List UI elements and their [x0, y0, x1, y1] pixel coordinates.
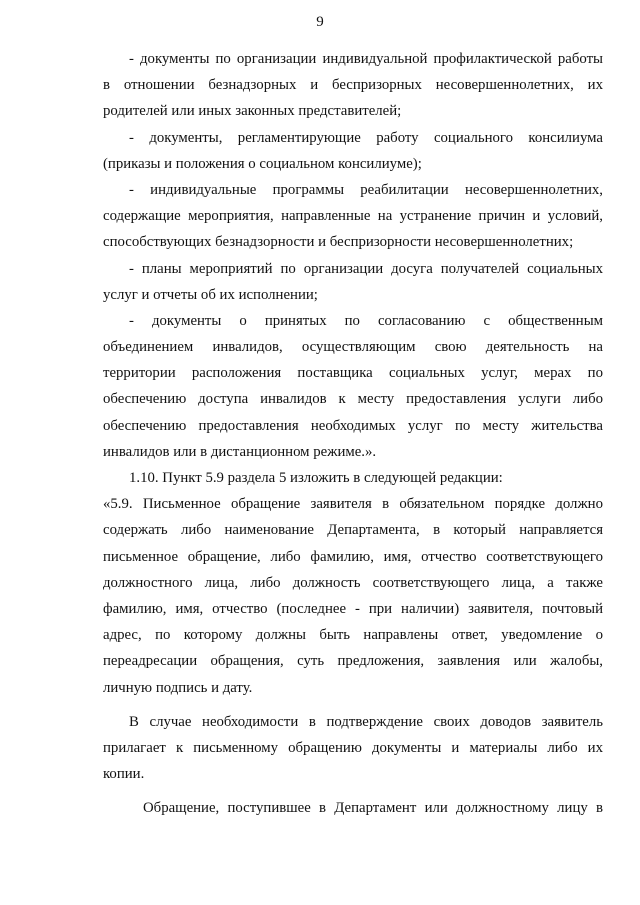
paragraph-clause-5-9 — [103, 491, 603, 701]
paragraph-appeal-received — [103, 795, 603, 821]
text-line: содержащие мероприятия, направленные на устранение причин и условий, — [103, 208, 603, 225]
text-line: - документы о принятых по согласованию с общественным — [129, 312, 603, 329]
text-line: услуг и отчеты об их исполнении; — [103, 286, 318, 303]
paragraph-disabled-access-documents — [103, 308, 603, 465]
text-line: - документы, регламентирующие работу социального консилиума — [129, 129, 603, 146]
paragraph-rehabilitation-programs — [103, 177, 603, 256]
paragraph-preventive-work-documents — [103, 46, 603, 125]
text-line: копии. — [103, 766, 145, 783]
text-line: прилагает к письменному обращению документы и материалы либо их — [103, 739, 603, 756]
text-line: - планы мероприятий по организации досуга получателей социальных — [129, 260, 603, 277]
text-line: - индивидуальные программы реабилитации несовершеннолетних, — [129, 181, 603, 198]
text-line: переадресации обращения, суть предложения, заявления или жалобы, — [103, 653, 603, 670]
text-line: личную подпись и дату. — [103, 679, 253, 696]
text-line: обеспечению доступа инвалидов к месту предоставления услуги либо — [103, 391, 603, 408]
page-number: 9 — [316, 14, 324, 30]
text-line: родителей или иных законных представителей; — [103, 103, 402, 120]
text-line: обеспечению предоставления необходимых услуг по месту жительства — [103, 417, 603, 434]
paragraph-supporting-documents — [103, 709, 603, 788]
paragraph-consilium-documents — [103, 125, 603, 177]
text-line: - документы по организации индивидуальной профилактической работы — [129, 51, 603, 67]
text-line: должностного лица, либо должность соответствующего лица, а также — [103, 574, 603, 591]
text-line: «5.9. Письменное обращение заявителя в обязательном порядке должно — [103, 496, 603, 513]
text-line: (приказы и положения о социальном консилиуме); — [103, 155, 422, 172]
text-line: в отношении безнадзорных и беспризорных несовершеннолетних, их — [103, 77, 603, 94]
text-line: инвалидов или в дистанционном режиме.». — [103, 443, 377, 460]
text-line: способствующих безнадзорности и беспризорности несовершеннолетних; — [103, 234, 574, 251]
paragraph-clause-1-10 — [103, 465, 603, 491]
text-line: фамилию, имя, отчество (последнее - при наличии) заявителя, почтовый — [103, 600, 603, 617]
text-line: В случае необходимости в подтверждение своих доводов заявитель — [129, 713, 603, 730]
text-line: адрес, по которому должны быть направлены ответ, уведомление о — [103, 627, 603, 644]
paragraph-leisure-plans — [103, 256, 603, 308]
text-line: письменное обращение, либо фамилию, имя, отчество соответствующего — [103, 548, 603, 565]
text-line: 1.10. Пункт 5.9 раздела 5 изложить в следующей редакции: — [129, 470, 503, 486]
text-line: территории расположения поставщика социальных услуг, мерах по — [103, 365, 603, 382]
text-line: объединением инвалидов, осуществляющим свою деятельность на — [103, 339, 603, 356]
document-body — [103, 46, 603, 821]
text-line: содержать либо наименование Департамента, в который направляется — [103, 522, 603, 539]
text-line: Обращение, поступившее в Департамент или должностному лицу в — [143, 800, 603, 817]
